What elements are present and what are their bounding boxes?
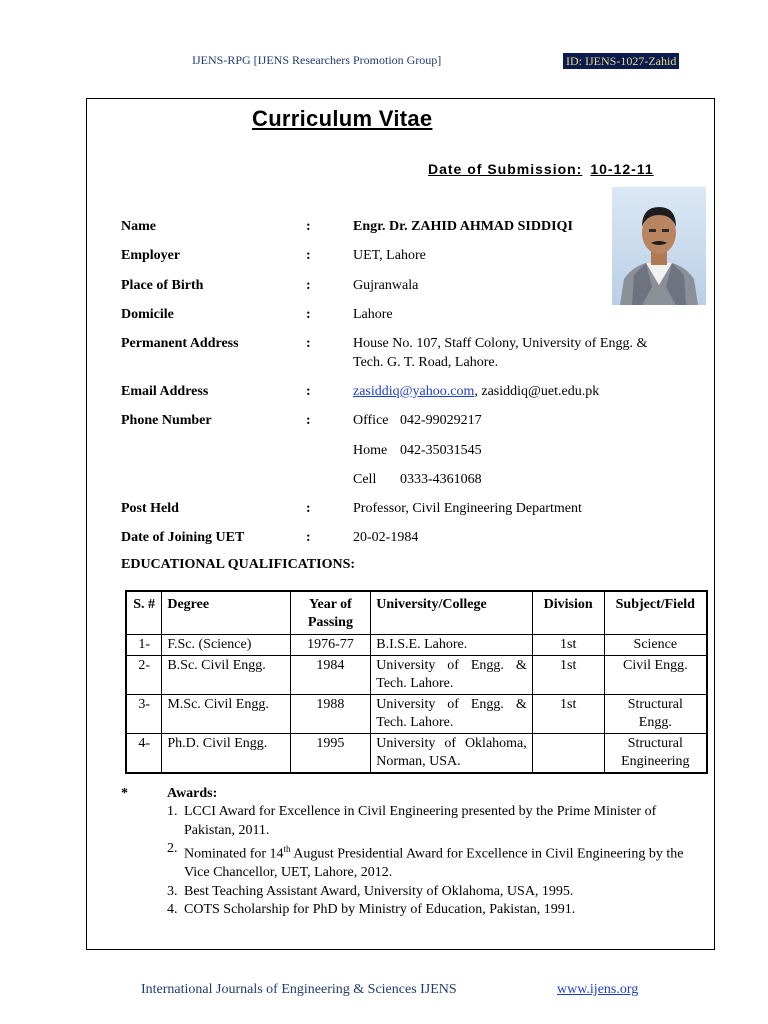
list-number: 3. xyxy=(167,883,178,899)
award-text-sup: th xyxy=(283,844,291,854)
education-heading: EDUCATIONAL QUALIFICATIONS: xyxy=(121,557,356,572)
cell-university: University of Engg. & Tech. Lahore. xyxy=(371,656,533,695)
cell-year: 1995 xyxy=(290,734,371,774)
domicile-value: Lahore xyxy=(353,307,393,322)
field-colon: : xyxy=(306,219,311,234)
list-number: 1. xyxy=(167,804,178,819)
cell-sn: 1- xyxy=(126,635,162,656)
submission-label: Date of Submission: xyxy=(428,161,583,177)
header-year: Year of Passing xyxy=(290,591,371,635)
field-colon: : xyxy=(306,530,311,545)
cell-year: 1984 xyxy=(290,656,371,695)
cell-university: University of Engg. & Tech. Lahore. xyxy=(371,695,533,734)
birth-value: Gujranwala xyxy=(353,278,419,293)
award-text-post: August Presidential Award for Excellence in Civil Engineering by the Vice Chancellor, UET, Lahore, 2012. xyxy=(184,846,684,881)
email-value xyxy=(353,382,683,401)
education-table xyxy=(125,590,708,774)
header-division: Division xyxy=(532,591,604,635)
field-colon: : xyxy=(306,307,311,322)
footer-journal-name: International Journals of Engineering & Sciences IJENS xyxy=(141,982,457,997)
cell-university: B.I.S.E. Lahore. xyxy=(371,635,533,656)
cell-sn: 2- xyxy=(126,656,162,695)
email-link[interactable]: zasiddiq@yahoo.com xyxy=(353,384,475,399)
phone-home xyxy=(353,441,683,471)
phone-kind: Home xyxy=(353,442,388,458)
list-item xyxy=(167,883,687,902)
cell-division: 1st xyxy=(532,635,604,656)
awards-title: Awards: xyxy=(167,786,218,801)
header-university: University/College xyxy=(371,591,533,635)
cv-title: Curriculum Vitae xyxy=(252,106,433,131)
awards-bullet: * xyxy=(121,786,128,801)
cell-division xyxy=(532,734,604,774)
header-degree: Degree xyxy=(162,591,290,635)
field-colon: : xyxy=(306,501,311,516)
cell-subject: Science xyxy=(604,635,707,656)
cell-university: University of Oklahoma, Norman, USA. xyxy=(371,734,533,774)
phone-number: 042-35031545 xyxy=(400,442,482,458)
field-label: Email Address xyxy=(121,384,209,399)
phone-cell xyxy=(353,470,683,489)
cell-degree: M.Sc. Civil Engg. xyxy=(162,695,290,734)
header-sn: S. # xyxy=(126,591,162,635)
table-row xyxy=(126,656,707,695)
field-label: Name xyxy=(121,219,156,234)
field-colon: : xyxy=(306,384,311,399)
cell-division: 1st xyxy=(532,656,604,695)
list-number: 2. xyxy=(167,841,178,856)
field-label: Permanent Address xyxy=(121,336,239,351)
field-colon: : xyxy=(306,278,311,293)
cell-year: 1976-77 xyxy=(290,635,371,656)
field-colon: : xyxy=(306,248,311,263)
cell-subject: Structural Engineering xyxy=(604,734,707,774)
cell-degree: F.Sc. (Science) xyxy=(162,635,290,656)
field-colon: : xyxy=(306,336,311,351)
award-text: LCCI Award for Excellence in Civil Engineering presented by the Prime Minister of Pakistan, 2011. xyxy=(184,804,657,838)
email-secondary: , zasiddiq@uet.edu.pk xyxy=(474,384,600,399)
cell-division: 1st xyxy=(532,695,604,734)
field-label: Place of Birth xyxy=(121,278,204,293)
phone-office xyxy=(353,411,683,441)
table-row xyxy=(126,695,707,734)
cell-degree: B.Sc. Civil Engg. xyxy=(162,656,290,695)
cell-degree: Ph.D. Civil Engg. xyxy=(162,734,290,774)
cell-subject: Structural Engg. xyxy=(604,695,707,734)
header-id-badge: ID: IJENS-1027-Zahid xyxy=(563,53,679,69)
address-value: House No. 107, Staff Colony, University of Engg. & Tech. G. T. Road, Lahore. xyxy=(353,336,648,370)
employer-value: UET, Lahore xyxy=(353,248,426,263)
table-row xyxy=(126,635,707,656)
cell-sn: 4- xyxy=(126,734,162,774)
awards-list xyxy=(167,803,687,920)
phone-number: 0333-4361068 xyxy=(400,472,482,487)
phone-kind: Cell xyxy=(353,472,377,487)
person-name: Engr. Dr. ZAHID AHMAD SIDDIQI xyxy=(353,219,573,234)
phone-list xyxy=(353,411,683,489)
phone-number: 042-99029217 xyxy=(400,413,482,428)
header-group-name: IJENS-RPG [IJENS Researchers Promotion Group] xyxy=(192,53,442,67)
header-subject: Subject/Field xyxy=(604,591,707,635)
field-colon: : xyxy=(306,413,311,428)
post-value: Professor, Civil Engineering Department xyxy=(353,501,582,516)
list-item xyxy=(167,840,687,883)
list-item xyxy=(167,803,687,840)
award-text-pre: Nominated for 14 xyxy=(184,846,284,862)
joining-value: 20-02-1984 xyxy=(353,530,419,545)
cell-year: 1988 xyxy=(290,695,371,734)
submission-date xyxy=(428,161,654,177)
field-label: Employer xyxy=(121,248,181,263)
list-item xyxy=(167,901,687,920)
list-number: 4. xyxy=(167,902,178,918)
footer-website-link[interactable]: www.ijens.org xyxy=(557,982,639,997)
table-row xyxy=(126,734,707,774)
table-header-row xyxy=(126,591,707,635)
cell-subject: Civil Engg. xyxy=(604,656,707,695)
field-label: Date of Joining UET xyxy=(121,530,245,545)
field-label: Phone Number xyxy=(121,413,212,428)
phone-kind: Office xyxy=(353,413,389,428)
award-text: Best Teaching Assistant Award, University of Oklahoma, USA, 1995. xyxy=(184,883,574,899)
field-label: Post Held xyxy=(121,501,179,516)
cell-sn: 3- xyxy=(126,695,162,734)
submission-value: 10-12-11 xyxy=(590,161,654,177)
field-label: Domicile xyxy=(121,307,174,322)
award-text: COTS Scholarship for PhD by Ministry of Education, Pakistan, 1991. xyxy=(184,902,576,918)
